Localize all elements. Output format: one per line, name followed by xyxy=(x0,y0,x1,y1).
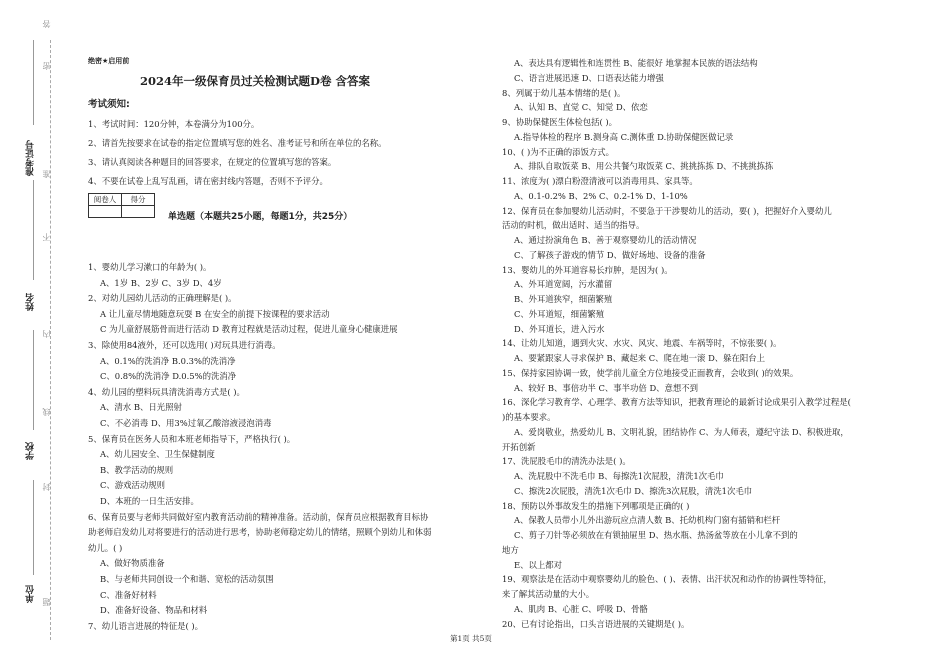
margin-label-unit: 单位 xyxy=(26,585,36,603)
question-line: 开拓创新 xyxy=(502,441,536,452)
question-line: C、不必消毒 D、用3%过氧乙酸溶液浸泡消毒 xyxy=(100,418,272,428)
question-line: A.指导体检的程序 B.测身高 C.测体重 D.协助保健医做记录 xyxy=(514,131,734,142)
question-line: A、洗屁股中不洗毛巾 B、每擦洗1次屁股，清洗1次毛巾 xyxy=(514,471,724,481)
notice-item: 3、请认真阅读各种题目的回答要求，在规定的位置填写您的答案。 xyxy=(88,157,337,167)
margin-label-name: 姓名 xyxy=(26,293,36,311)
question-line: A、0.1-0.2% B、2% C、0.2-1% D、1-10% xyxy=(514,190,688,201)
question-line: C、0.8%的洗消净 D.0.5%的洗消净 xyxy=(100,371,237,382)
question-line: 7、幼儿语言进展的特征是( )。 xyxy=(88,620,204,631)
question-line: 14、让幼儿知道，遇到火灾、水灾、风灾、地震、车祸等时，不惊张要( )。 xyxy=(502,338,782,349)
question-line: 9、协助保健医生体检包括( )。 xyxy=(502,117,618,127)
question-line: A、做好物质准备 xyxy=(100,558,165,569)
margin-fill-line xyxy=(33,330,34,430)
seal-char: 封 xyxy=(42,483,51,491)
question-line: 13、婴幼儿的外耳道容易长疖肿，是因为( )。 xyxy=(502,264,673,275)
question-line: A、表达具有逻辑性和连贯性 B、能很好 地掌握本民族的语法结构 xyxy=(514,58,758,68)
question-line: 地方 xyxy=(502,544,519,555)
question-line: A、保教人员带小儿外出游玩应点清人数 B、托幼机构门窗有插销和栏杆 xyxy=(514,515,781,526)
seal-char: 线 xyxy=(42,408,51,416)
seal-margin xyxy=(0,0,70,671)
score-table-score: 得分 xyxy=(122,194,155,206)
margin-fill-line xyxy=(33,40,34,125)
seal-char: 密 xyxy=(42,62,51,70)
seal-char: 不 xyxy=(42,233,51,241)
seal-char: 题 xyxy=(42,598,51,606)
question-line: 4、幼儿园的塑料玩具清洗消毒方式是( )。 xyxy=(88,386,245,397)
question-line: C、擦洗2次屁股，清洗1次毛巾 D、擦洗3次屁股，清洗1次毛巾 xyxy=(514,485,753,496)
page-title: 2024年一级保育员过关检测试题D卷 含答案 xyxy=(140,74,370,88)
question-line: C、剪子刀针等必须放在有锁抽屉里 D、热水瓶、热汤盆等放在小儿拿不到的 xyxy=(514,530,798,540)
question-line: D、本班的一日生活安排。 xyxy=(100,496,199,506)
question-line: A、爱岗敬业，热爱幼儿 B、文明礼貌，团结协作 C、为人师表，遵纪守法 D、积极进取， xyxy=(514,426,849,437)
score-table-grader: 阅卷人 xyxy=(89,194,122,206)
question-line: A、清水 B、日光照射 xyxy=(100,402,182,413)
score-cell xyxy=(122,206,155,218)
question-line: 3、除使用84液外，还可以选用( )对玩具进行消毒。 xyxy=(88,340,281,350)
seal-dashed-line xyxy=(50,40,51,640)
question-line: 2、对幼儿园幼儿活动的正确理解是( )。 xyxy=(88,293,237,304)
section-title: 单选题（本题共25小题，每题1分，共25分） xyxy=(168,212,353,222)
question-line: A、通过扮演角色 B、善于观察婴幼儿的活动情况 xyxy=(514,235,697,245)
question-line: 16、深化学习教育学、心理学、教育方法等知识，把教育理论的最新讨论成果引入教学过程是( xyxy=(502,397,851,408)
page-footer: 第1页 共5页 xyxy=(450,634,492,643)
question-line: 助老师启发幼儿对将要进行的活动进行思考，协助老师稳定幼儿的情绪，照顾个别幼儿和体弱 xyxy=(88,527,432,538)
question-line: A 让儿童尽情地随意玩耍 B 在安全的前提下按课程的要求活动 xyxy=(100,308,330,319)
question-line: 来了解其活动量的大小。 xyxy=(502,589,595,599)
question-line: 11、浓度为( )漂白粉澄清液可以消毒用具、家具等。 xyxy=(502,176,698,186)
question-line: A、0.1%的洗消净 B.0.3%的洗消净 xyxy=(100,355,236,366)
question-line: A、认知 B、直觉 C、知觉 D、依恋 xyxy=(514,102,648,113)
question-line: A、外耳道宽阔，污水灌留 xyxy=(514,279,613,290)
question-line: 18、预防以外事故发生的措施下列哪项是正确的( ) xyxy=(502,500,690,511)
score-table xyxy=(88,193,155,218)
notice-item: 1、考试时间：120分钟，本卷满分为100分。 xyxy=(88,119,260,129)
margin-label-exam-id: 准考证号 xyxy=(26,140,36,176)
question-line: A、较好 B、事倍功半 C、事半功倍 D、意想不到 xyxy=(514,382,699,393)
seal-char: 内 xyxy=(42,330,51,338)
question-line: D、外耳道长，进入污水 xyxy=(514,323,605,334)
notice-heading: 考试须知: xyxy=(88,99,130,110)
question-line: 19、观察法是在活动中观察婴幼儿的脸色、( )、表情、出汗状况和动作的协调性等特征， xyxy=(502,574,832,585)
question-line: 8、列属于幼儿基本情绪的是( )。 xyxy=(502,87,626,98)
question-line: C、游戏活动规则 xyxy=(100,480,166,491)
seal-char: 答 xyxy=(42,20,51,28)
secret-mark: 绝密★启用前 xyxy=(88,57,130,65)
question-line: 活动的时机，做出适时、适当的指导。 xyxy=(502,220,645,231)
question-line: 5、保育员在医务人员和本班老师指导下，严格执行( )。 xyxy=(88,433,296,444)
question-line: C、准备好材料 xyxy=(100,589,157,600)
margin-fill-line xyxy=(33,180,34,280)
question-line: A、幼儿园安全、卫生保健制度 xyxy=(100,449,215,460)
margin-fill-line xyxy=(33,480,34,575)
question-line: A、排队自取饭菜 B、用公共餐勺取饭菜 C、挑挑拣拣 D、不挑挑拣拣 xyxy=(514,161,774,172)
seal-char: 准 xyxy=(42,170,51,178)
question-line: )的基本要求。 xyxy=(502,412,556,422)
notice-item: 2、请首先按要求在试卷的指定位置填写您的姓名、准考证号和所在单位的名称。 xyxy=(88,138,387,148)
question-line: 6、保育员要与老师共同做好室内教育活动前的精神准备。活动前，保育员应根据教育目标协 xyxy=(88,511,429,522)
question-line: 12、保育员在参加婴幼儿活动时，不要急于干涉婴幼儿的活动，要( )，把握好介入婴幼儿 xyxy=(502,205,832,216)
question-line: E、以上都对 xyxy=(514,559,562,570)
question-line: A、要紧跟家人寻求保护 B、藏起来 C、爬在地一滚 D、躲在阳台上 xyxy=(514,353,766,363)
question-line: 15、保持家园协调一致，使学前儿童全方位地接受正面教育，会收到( )的效果。 xyxy=(502,367,799,378)
question-line: B、与老师共同创设一个和谐、宽松的活动氛围 xyxy=(100,574,274,584)
question-line: B、外耳道狭窄，细菌繁殖 xyxy=(514,294,613,304)
question-line: 幼儿。( ) xyxy=(88,542,123,553)
question-line: 1、婴幼儿学习漱口的年龄为( )。 xyxy=(88,262,212,272)
question-line: C 为儿童舒展筋骨而进行活动 D 教育过程就是活动过程，促进儿童身心健康进展 xyxy=(100,324,398,335)
question-line: A、肌肉 B、心脏 C、呼吸 D、骨骼 xyxy=(514,603,648,614)
score-cell xyxy=(89,206,122,218)
question-line: 17、洗屁股毛巾的清洗办法是( )。 xyxy=(502,456,631,467)
question-line: B、教学活动的规则 xyxy=(100,464,174,475)
question-line: A、1岁 B、2岁 C、3岁 D、4岁 xyxy=(100,277,222,288)
question-line: 20、已有讨论指出，口头言语进展的关键期是( )。 xyxy=(502,618,690,629)
question-line: 10、( )为不正确的添饭方式。 xyxy=(502,146,614,157)
question-line: D、准备好设备、物品和材料 xyxy=(100,605,208,616)
question-line: C、语言进展迅速 D、口语表达能力增强 xyxy=(514,72,664,83)
margin-label-school: 学校 xyxy=(26,442,36,460)
question-line: C、了解孩子游戏的情节 D、做好场地、设备的准备 xyxy=(514,249,706,260)
question-line: C、外耳道短，细菌繁殖 xyxy=(514,308,605,319)
notice-item: 4、不要在试卷上乱写乱画，请在密封线内答题，否则不予评分。 xyxy=(88,176,328,186)
